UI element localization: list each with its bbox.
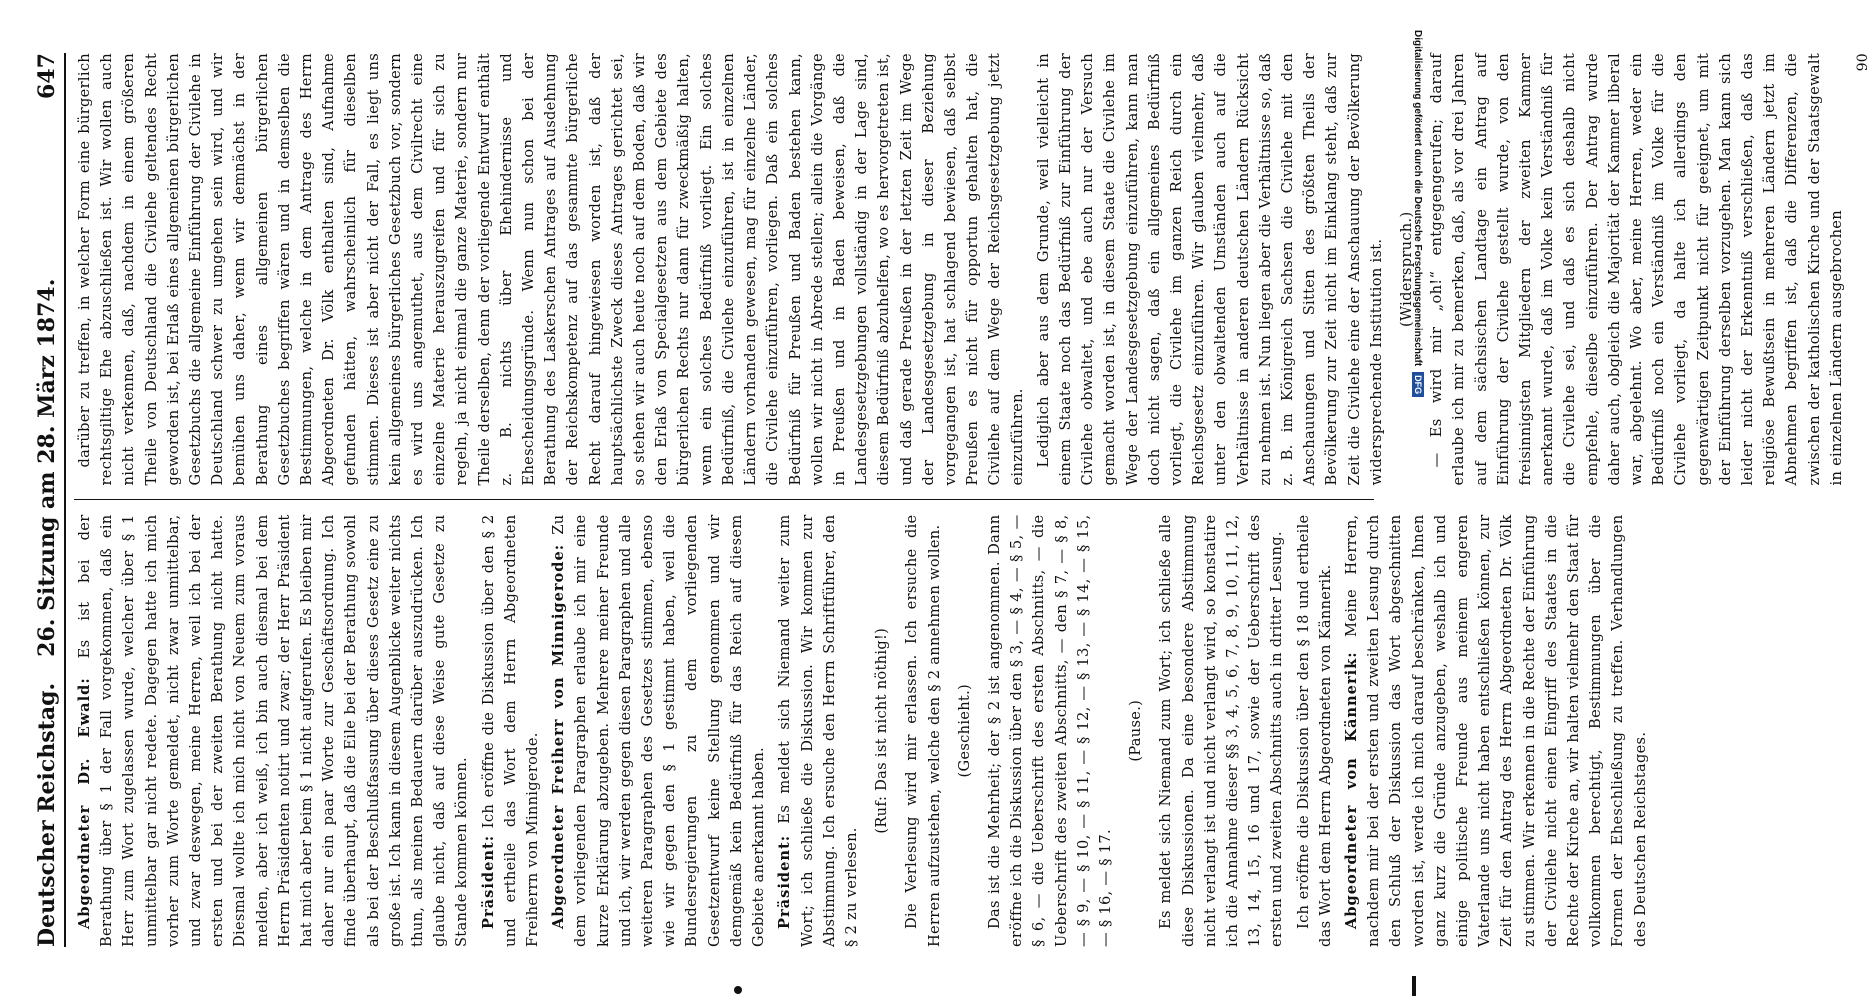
paragraph	[478, 515, 545, 948]
paragraph	[984, 515, 1117, 948]
speaker-name: Abgeordneter Dr. Ewald:	[76, 677, 93, 929]
column-left	[74, 514, 1649, 948]
paragraph	[1341, 515, 1652, 948]
paragraph	[1293, 515, 1337, 948]
paragraph-text: (Geschieht.)	[955, 683, 973, 778]
session-line: 26. Sitzung am 28. März 1874.	[34, 278, 60, 657]
catchword	[1852, 53, 1874, 486]
scan-dot-mark	[734, 986, 742, 994]
column-divider	[74, 500, 1374, 501]
paragraph-text: Ich eröffne die Diskussion über den § 18 und ertheile das Wort dem Herrn Abgeordneten von Kännerik.	[1294, 514, 1334, 947]
paragraph-text: Die Verlesung wird mir erlassen. Ich ersuche die Herren aufzustehen, welche den § 2 annehmen wollen.	[903, 514, 943, 947]
digitization-note	[1410, 30, 1426, 990]
stage-direction	[1125, 515, 1147, 948]
scan-edge-mark	[1412, 976, 1416, 996]
digitization-text: Digitalisierung gefördert durch die Deutsche Forschungsgemeinschaft	[1412, 30, 1424, 367]
paragraph	[1426, 53, 1848, 486]
paragraph	[1033, 53, 1388, 486]
stage-direction	[954, 515, 976, 948]
paragraph-text: — Es wird mir „oh!“ entgegengerufen; darauf erlaube ich mir zu bemerken, daß, als vor drei Jahren auf dem sächsischen Landtage ein Antrag auf Einführung der Civilehe gestellt wurde, von den freisinnigsten Mitgliedern der zweiten Kammer anerkannt wurde, daß im Volke kein Verständniß für die Civilehe sei, und daß es sich deshalb nicht empfehle, dieselbe einzuführen. Der Antrag wurde daher auch, obgleich die Majorität der Kammer liberal war, abgelehnt. Wo aber, meine Herren, weder ein Bedürfniß noch ein Verständniß im Volke für die Civilehe vorliegt, da halte ich allerdings den gegenwärtigen Zeitpunkt nicht für geeignet, um mit der Einführung derselben vorzugehen. Man kann sich leider nicht der Erkenntniß verschließen, daß das religiöse Bewußtsein in mehreren Ländern jetzt im Abnehmen begriffen ist, daß die Differenzen, die zwischen der katholischen Kirche und der Staatsgewalt in einzelnen Ländern ausgebrochen	[1428, 53, 1845, 486]
speaker-name: Präsident:	[479, 834, 497, 929]
speaker-name: Abgeordneter Freiherr von Minnigerode:	[550, 543, 568, 929]
paragraph-text: Das ist die Mehrheit; der § 2 ist angenommen. Dann eröffne ich die Diskussion über den § 3, — § 4, — § 5, — § 6, — die Ueberschrift des ersten Abschnitts, — die Ueberschrift des zweiten Abschnitts, — den § 7, — § 8, — § 9, — § 10, — § 11, — § 12, — § 13, — § 14, — § 15, — § 16, — § 17.	[985, 514, 1114, 947]
paragraph	[1155, 515, 1288, 948]
speaker-name: Abgeordneter von Kännerik:	[1342, 651, 1360, 929]
paragraph-text: (Pause.)	[1127, 699, 1145, 762]
paragraph-text: Lediglich aber aus dem Grunde, weil vielleicht in einem Staate noch das Bedürfniß zur Einführung der Civilehe obwaltet, und ebe auch nur der Versuch gemacht worden ist, in diesem Staate die Civilehe im Wege der Landesgesetzgebung einzuführen, kann man doch nicht sagen, daß ein allgemeines Bedürfniß vorliegt, die Civilehe im ganzen Reich durch ein Reichsgesetz einzuführen. Wir glauben vielmehr, daß unter den obwaltenden Umständen auch auf die Verhältnisse in anderen deutschen Ländern Rücksicht zu nehmen ist. Nun liegen aber die Verhältnisse so, daß z. B. im Königreich Sachsen die Civilehe mit den Anschauungen und Sitten des größten Theils der Bevölkerung zur Zeit nicht im Einklang steht, daß zur Zeit die Civilehe eine der Anschauung der Bevölkerung widersprechende Institution ist.	[1034, 53, 1385, 486]
paragraph-text: Zu dem vorliegenden Paragraphen erlaube ich mir eine kurze Erklärung abzugeben. Mehrere meiner Freunde und ich, wir werden gegen diesen Paragraphen und alle weiteren Paragraphen des Gesetzes stimmen, ebenso wie wir gegen den § 1 gestimmt haben, weil die Bundesregierungen zu dem vorliegenden Gesetzentwurf keine Stellung genommen und wir demgemäß kein Bedürfniß für das Reich auf diesem Gebiete anerkannt haben.	[550, 514, 768, 947]
page-number: 647	[34, 53, 60, 99]
paragraph-text: darüber zu treffen, in welcher Form eine bürgerlich rechtsgiltige Ehe abzuschließen ist. Wir wollen auch nicht verkennen, daß, nachdem in einem größeren Theile von Deutschland die Civilehe geltendes Recht geworden ist, bei Erlaß eines allgemeinen bürgerlichen Gesetzbuchs die allgemeine Einführung der Civilehe in Deutschland schwer zu umgehen sein wird, und wir bemühen uns daher, wenn wir demnächst in der Berathung eines allgemeinen bürgerlichen Gesetzbuches begriffen wären und in demselben die Bestimmungen, welche in dem Antrage des Herrn Abgeordneten Dr. Völk enthalten sind, Aufnahme gefunden hätten, wahrscheinlich für dieselben stimmen. Dieses ist aber nicht der Fall, es liegt uns kein allgemeines bürgerliches Gesetzbuch vor, sondern es wird uns angemuthet, aus dem Civilrecht eine einzelne Materie herauszugreifen und für sich zu regeln, ja nicht einmal die ganze Materie, sondern nur Theile derselben, denn der vorliegende Entwurf enthält z. B. nichts über Ehehindernisse und Ehescheidungsgründe. Wenn nun schon bei der Berathung des Laskerschen Antrages auf Ausdehnung der Reichskompetenz auf das gesammte bürgerliche Recht darauf hingewiesen worden ist, daß der hauptsächlichste Zweck dieses Antrages gerichtet sei, so stehen wir auch heute noch auf dem Boden, daß wir den Erlaß von Specialgesetzen aus dem Gebiete des bürgerlichen Rechts nur dann für zweckmäßig halten, wenn ein solches Bedürfniß vorliegt. Ein solches Bedürfniß, die Civilehe einzuführen, ist in einzelnen Ländern vorhanden gewesen, mag für einzelne Länder, die Civilehe einzuführen, vorliegen. Daß ein solches Bedürfniß für Preußen und Baden bestehen kann, wollen wir nicht in Abrede stellen; allein die Vorgänge in Preußen und in Baden beweisen, daß die Landesgesetzgebungen vollständig in der Lage sind, diesem Bedürfniß abzuhelfen, wo es hervorgetreten ist, und daß gerade Preußen in der letzten Zeit im Wege der Landesgesetzgebung in dieser Beziehung vorgegangen ist, hat schlagend bewiesen, daß selbst Preußen es nicht für opportun gehalten hat, die Civilehe auf dem Wege der Reichsgesetzgebung jetzt einzuführen.	[76, 53, 1026, 486]
paragraph	[74, 515, 474, 948]
paragraph-text: Ich eröffne die Diskussion über den § 2 und ertheile das Wort dem Herrn Abgeordneten Freiherrn von Minnigerode.	[479, 514, 542, 947]
paragraph	[774, 515, 863, 948]
paragraph-text: Es meldet sich Niemand weiter zum Wort; ich schließe die Diskussion. Wir kommen zur Abstimmung. Ich ersuche den Herrn Schriftführer, den § 2 zu verlesen.	[776, 514, 860, 947]
paragraph-text: Es ist bei der Berathung über § 1 der Fall vorgekommen, daß ein Herr zum Wort zugelassen wurde, welcher über § 1 unmittelbar gar nicht redete. Dagegen hatte ich mich vorher zum Worte gemeldet, nicht zwar unmittelbar, und zwar deswegen, meine Herren, weil ich bei der ersten und bei der zweiten Berathung nicht hatte. Diesmal wollte ich mich nicht von Neuem zum voraus melden, aber ich weiß, ich bin auch diesmal bei dem Herrn Präsidenten notirt und zwar; der Herr Präsident hat mich aber beim § 1 nicht aufgerufen. Es bleiben mir daher nur ein paar Worte zur Geschäftsordnung. Ich finde überhaupt, daß die Eile bei der Berathung sowohl als bei der Beschlußfassung über dieses Gesetz eine zu große ist. Ich kann in diesem Augenblicke weiter nichts thun, als meinen Bedauern darüber auszudrücken. Ich glaube nicht, daß auf diese Weise gute Gesetze zu Stande kommen können.	[76, 514, 471, 947]
page-header	[34, 53, 66, 947]
paragraph	[74, 53, 1029, 486]
paragraph	[901, 515, 945, 948]
stage-direction	[871, 515, 893, 948]
paragraph-text: Es meldet sich Niemand zum Wort; ich schließe alle diese Diskussionen. Da eine besondere Abstimmung nicht verlangt ist und nicht verlangt wird, so konstatire ich die Annahme dieser §§ 3, 4, 5, 6, 7, 8, 9, 10, 11, 12, 13, 14, 15, 16 und 17, sowie der Ueberschrift des ersten und zweiten Abschnitts auch in dritter Lesung.	[1157, 514, 1286, 947]
paragraph-text: (Widerspruch.)	[1397, 211, 1415, 327]
dfg-logo: DFG	[1412, 372, 1424, 397]
paragraph-text: Meine Herren, nachdem mir bei der ersten und zweiten Lesung durch den Schluß der Diskussion das Wort abgeschnitten worden ist, werde ich mich darauf beschränken, Ihnen ganz kurz die Gründe anzugeben, weshalb ich und einige politische Freunde aus meinem engeren Vaterlande uns nicht haben entschließen können, zur Zeit für den Antrag des Herrn Abgeordneten Dr. Völk zu stimmen. Wir erkennen in die Rechte der Einführung der Civilehe nicht einen Eingriff des Staates in die Rechte der Kirche an, wir halten vielmehr den Staat für vollkommen berechtigt, Bestimmungen über die Formen der Eheschließung zu treffen. Verhandlungen des Deutschen Reichstages.	[1342, 514, 1649, 947]
paragraph-text: 90	[1855, 53, 1872, 72]
paragraph-text: (Ruf: Das ist nicht nöthig!)	[873, 627, 891, 834]
journal-title: Deutscher Reichstag.	[34, 682, 60, 947]
speaker-name: Präsident:	[776, 834, 794, 929]
paragraph	[548, 515, 770, 948]
